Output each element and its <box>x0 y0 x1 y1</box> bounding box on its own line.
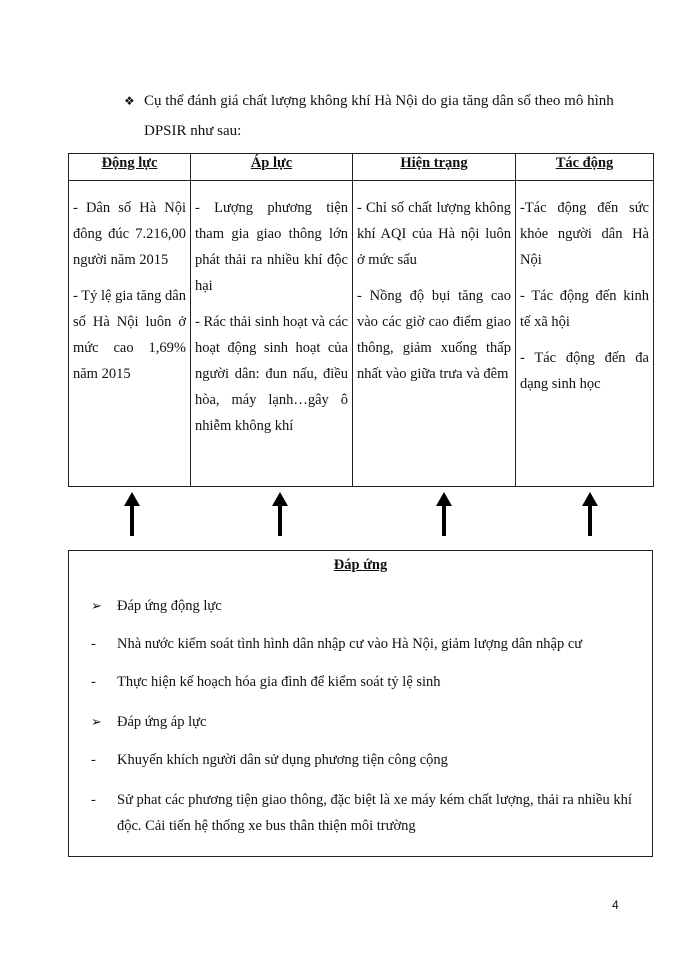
header-impact: Tác động <box>516 154 654 181</box>
table-body-row <box>69 181 654 487</box>
header-pressure: Áp lực <box>191 154 353 181</box>
response-heading-pressure <box>91 709 638 736</box>
impact-cell <box>516 181 654 487</box>
page-number: 4 <box>612 898 619 912</box>
header-driver: Động lực <box>69 154 191 181</box>
response-heading-text: Đáp ứng động lực <box>117 598 222 614</box>
response-item-text: Khuyến khích người dân sử dụng phương tiện công cộng <box>117 752 448 768</box>
response-list-item <box>91 747 638 773</box>
up-arrow-icon <box>436 492 452 536</box>
dash-marker: - <box>91 636 96 652</box>
dash-marker: - <box>91 674 96 690</box>
dash-marker: - <box>91 792 96 808</box>
cell-paragraph: - Chỉ số chất lượng không khí AQI của Hà nội luôn ở mức sấu <box>357 200 511 268</box>
response-item-continuation: độc. Cải tiến hệ thống xe bus thân thiện môi trường <box>117 818 416 834</box>
cell-paragraph: - Tác động đến đa dạng sinh học <box>520 350 649 392</box>
intro-line-1: Cụ thể đánh giá chất lượng không khí Hà Nội do gia tăng dân số theo mô hình <box>144 93 614 109</box>
intro-line-2: DPSIR như sau: <box>144 123 242 139</box>
response-heading-driver <box>91 593 638 620</box>
response-list-item <box>91 787 638 839</box>
driver-cell <box>69 181 191 487</box>
response-item-text: Sử phat các phương tiện giao thông, đặc biệt là xe máy kém chất lượng, thải ra nhiều khí <box>117 792 632 808</box>
up-arrow-icon <box>124 492 140 536</box>
arrow-bullet-icon: ➢ <box>91 599 102 614</box>
cell-paragraph: - Dân số Hà Nội đông đúc 7.216,00 người năm 2015 <box>73 200 186 268</box>
arrow-bullet-icon: ➢ <box>91 715 102 730</box>
cell-paragraph: - Rác thải sinh hoạt và các hoạt động sinh hoạt của người dân: đun nấu, điều hòa, máy lạnh…gây ô nhiễm không khí <box>195 314 348 434</box>
response-list-item <box>91 669 638 695</box>
response-heading-text: Đáp ứng áp lực <box>117 714 207 730</box>
table-header-row <box>69 154 654 181</box>
cell-paragraph: -Tác động đến sức khỏe người dân Hà Nội <box>520 200 649 268</box>
response-title: Đáp ứng <box>333 557 388 573</box>
dash-marker: - <box>91 752 96 768</box>
diamond-bullet-icon: ❖ <box>124 94 135 108</box>
state-cell <box>353 181 516 487</box>
cell-paragraph: - Lượng phương tiện tham gia giao thông lớn phát thải ra nhiều khí độc hại <box>195 200 348 294</box>
header-state: Hiện trạng <box>353 154 516 181</box>
up-arrow-icon <box>272 492 288 536</box>
dpsir-table <box>68 153 654 487</box>
cell-paragraph: - Tỷ lệ gia tăng dân số Hà Nội luôn ở mức cao 1,69% năm 2015 <box>73 288 186 382</box>
response-item-text: Thực hiện kế hoạch hóa gia đình để kiểm soát tỷ lệ sinh <box>117 674 441 690</box>
cell-paragraph: - Tác động đến kinh tế xã hội <box>520 288 649 330</box>
response-list-item <box>91 631 638 657</box>
pressure-cell <box>191 181 353 487</box>
up-arrow-icon <box>582 492 598 536</box>
response-box <box>68 550 653 857</box>
response-item-text: Nhà nước kiểm soát tình hình dân nhập cư vào Hà Nội, giảm lượng dân nhập cư <box>117 636 583 652</box>
intro-paragraph <box>124 86 644 146</box>
cell-paragraph: - Nồng độ bụi tăng cao vào các giờ cao điểm giao thông, giảm xuống thấp nhất vào giữa trưa và đêm <box>357 288 511 382</box>
